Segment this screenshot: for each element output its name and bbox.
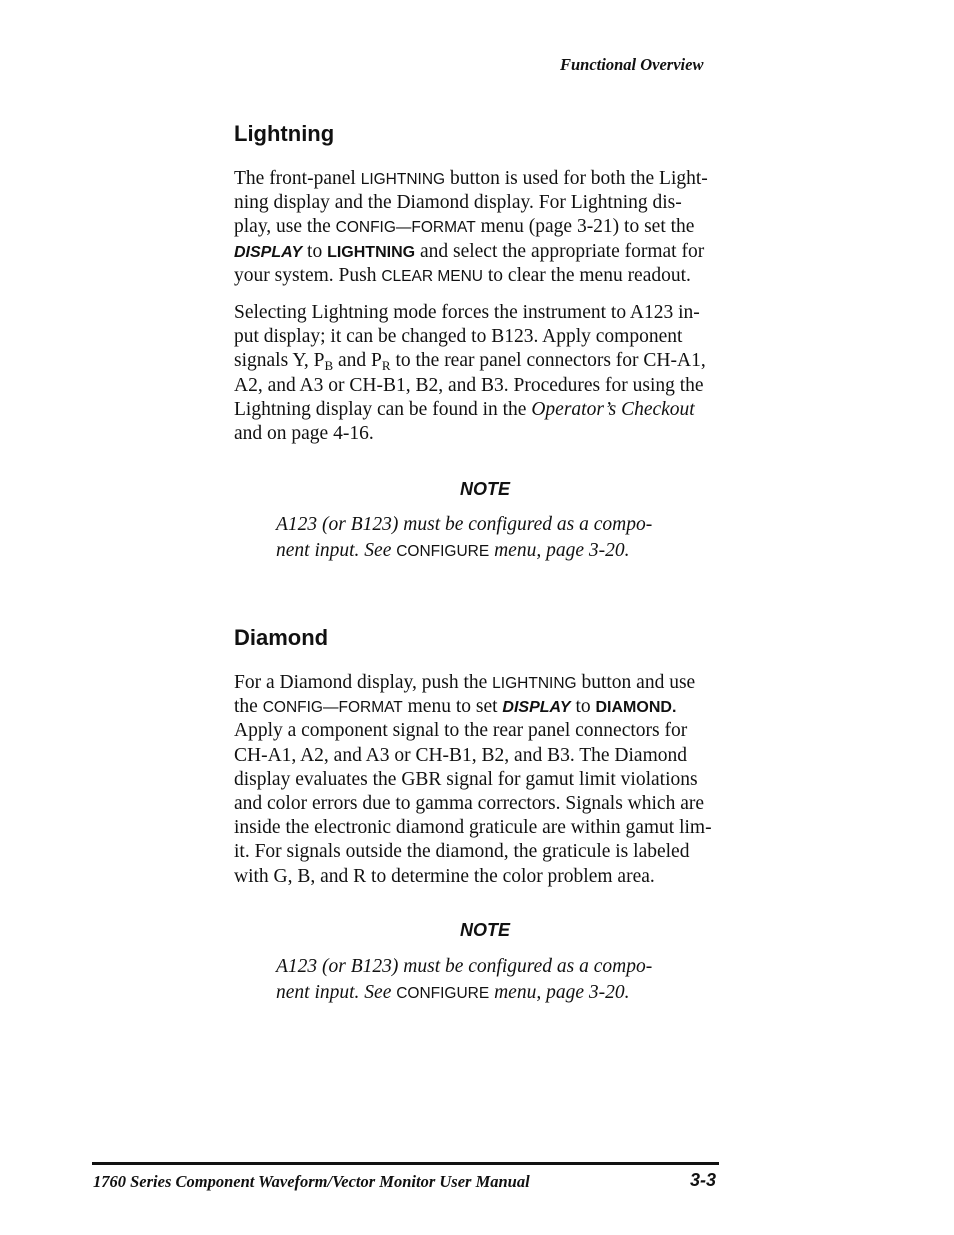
operators-checkout-ref: Operator’s Checkout [531, 398, 695, 420]
clear-menu-button-ref: CLEAR MENU [381, 267, 483, 285]
text-line: A123 (or B123) must be configured as a compo- [276, 956, 653, 977]
diamond-note-body [276, 954, 652, 1005]
text-line: ning display and the Diamond display. For Lightning dis- [234, 192, 682, 214]
text-line: your system. Push CLEAR MENU to clear the menu readout. [234, 264, 691, 286]
footer-rule [92, 1162, 719, 1165]
config-format-menu-ref: CONFIG—FORMAT [335, 219, 476, 237]
display-setting-ref: DISPLAY [234, 243, 303, 261]
diamond-heading: Diamond [234, 625, 329, 650]
text-line: Selecting Lightning mode forces the instrument to A123 in- [234, 302, 700, 323]
text-line: CH-A1, A2, and A3 or CH-B1, B2, and B3. The Diamond [234, 744, 687, 766]
configure-menu-ref: CONFIGURE [396, 542, 490, 560]
lightning-heading: Lightning [234, 121, 335, 146]
text-line: display evaluates the GBR signal for gamut limit violations [234, 768, 698, 790]
lightning-note-body [276, 512, 652, 563]
text-line: A2, and A3 or CH-B1, B2, and B3. Procedures for using the [234, 374, 704, 396]
lightning-value-ref: LIGHTNING [327, 243, 416, 261]
lightning-note-label: NOTE [460, 479, 511, 499]
text-line: DISPLAY to LIGHTNING and select the appropriate format for [234, 240, 705, 262]
configure-menu-ref: CONFIGURE [396, 984, 490, 1002]
running-header: Functional Overview [560, 55, 704, 74]
text-line: and color errors due to gamma correctors. Signals which are [234, 792, 704, 814]
text-line: nent input. See CONFIGURE menu, page 3-20. [276, 981, 630, 1003]
diamond-value-ref: DIAMOND. [595, 699, 677, 717]
text-line: The front-panel LIGHTNING button is used for both the Light- [234, 168, 708, 189]
lightning-button-ref: LIGHTNING [360, 171, 446, 188]
text-line: signals Y, $P_B$ and $P_R$ to the rear panel connectors for CH-A1, [234, 350, 706, 374]
display-setting-ref: DISPLAY [502, 699, 571, 717]
text-line: put display; it can be changed to B123. Apply component [234, 326, 683, 348]
lightning-button-ref: LIGHTNING [492, 675, 577, 692]
footer-manual-title: 1760 Series Component Waveform/Vector Monitor User Manual [93, 1172, 530, 1191]
config-format-menu-ref: CONFIG—FORMAT [262, 699, 403, 717]
text-line: nent input. See CONFIGURE menu, page 3-20. [276, 539, 630, 561]
text-line: with G, B, and R to determine the color problem area. [234, 865, 655, 887]
page-number: 3-3 [690, 1170, 717, 1190]
diamond-note-label: NOTE [460, 920, 511, 940]
text-line: the CONFIG—FORMAT menu to set DISPLAY to DIAMOND. [234, 696, 677, 718]
text-line: A123 (or B123) must be configured as a compo- [276, 514, 653, 535]
text-line: Apply a component signal to the rear panel connectors for [234, 720, 688, 742]
lightning-paragraph-2 [234, 301, 706, 446]
text-line: and on page 4-16. [234, 422, 374, 444]
text-line: For a Diamond display, push the LIGHTNING button and use [234, 672, 696, 693]
text-line: Lightning display can be found in the Operator’s Checkout [234, 398, 695, 420]
lightning-paragraph-1 [234, 167, 708, 288]
text-line: inside the electronic diamond graticule are within gamut lim- [234, 817, 712, 839]
text-line: it. For signals outside the diamond, the graticule is labeled [234, 841, 690, 863]
text-line: play, use the CONFIG—FORMAT menu (page 3-21) to set the [234, 216, 695, 238]
diamond-paragraph [234, 671, 712, 889]
